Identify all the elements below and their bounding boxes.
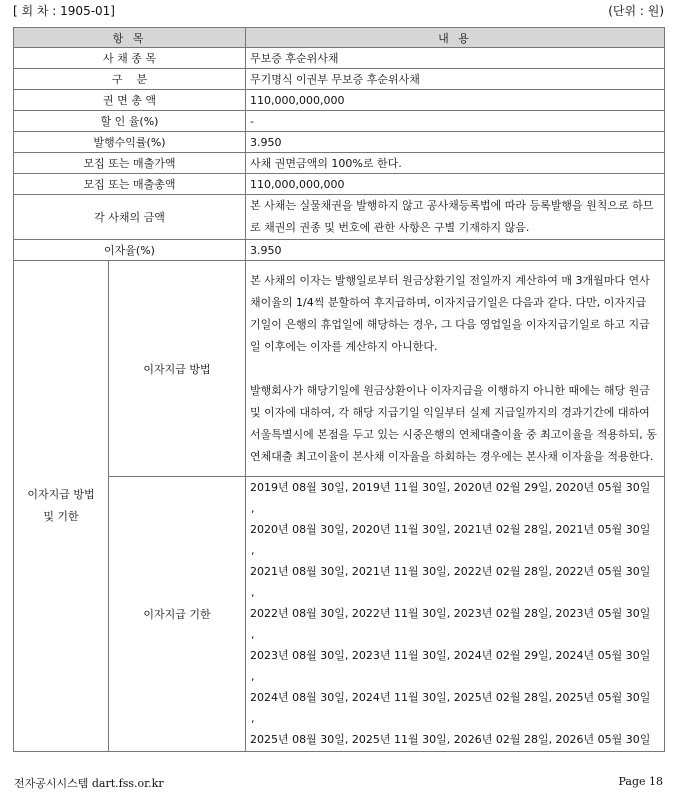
- row-value: 3.950: [246, 132, 665, 153]
- interest-method-text: [246, 261, 665, 477]
- row-label: 권 면 총 액: [14, 90, 246, 111]
- schedule-line: 2024년 08월 30일, 2024년 11월 30일, 2025년 02월 28일, 2025년 05월 30일: [250, 691, 651, 704]
- row-label: 각 사채의 금액: [14, 195, 246, 240]
- row-value: 3.950: [246, 240, 665, 261]
- row-label: 구 분: [14, 69, 246, 90]
- row-label: 사 채 종 목: [14, 48, 246, 69]
- interest-method-paragraph-1: 본 사채의 이자는 발행일로부터 원금상환기일 전일까지 계산하여 매 3개월마다 연사채이율의 1/4씩 분할하여 후지급하며, 이자지급기일은 다음과 같다. 다만, 이자지급 기일이 은행의 휴업일에 해당하는 경우, 그 다음 영업일을 이자지급기일로 하고 지급일 이후에는 이자를 계산하지 아니한다.: [250, 273, 650, 353]
- schedule-line: 2021년 08월 30일, 2021년 11월 30일, 2022년 02월 28일, 2022년 05월 30일: [250, 565, 651, 578]
- column-header-item: 항 목: [14, 28, 246, 48]
- schedule-separator: ,: [251, 544, 255, 557]
- interest-group-label: [14, 261, 109, 752]
- schedule-separator: ,: [251, 502, 255, 515]
- column-header-content: 내 용: [246, 28, 665, 48]
- bond-terms-table: [13, 27, 665, 752]
- schedule-line: 2025년 08월 30일, 2025년 11월 30일, 2026년 02월 28일, 2026년 05월 30일: [250, 733, 651, 746]
- table-row: [14, 69, 665, 90]
- series-number: [ 회 차 : 1905-01]: [13, 4, 115, 18]
- table-row: [14, 132, 665, 153]
- schedule-separator: ,: [251, 586, 255, 599]
- table-row: [14, 477, 665, 752]
- row-label: 발행수익률(%): [14, 132, 246, 153]
- document-header: [13, 2, 664, 22]
- row-label: 모집 또는 매출가액: [14, 153, 246, 174]
- page-number: Page 18: [618, 775, 663, 788]
- table-row: [14, 153, 665, 174]
- row-label: 이자율(%): [14, 240, 246, 261]
- table-row: [14, 240, 665, 261]
- unit-label: (단위 : 원): [608, 4, 664, 18]
- interest-group-label-line2: 및 기한: [43, 510, 79, 523]
- table-row: [14, 111, 665, 132]
- schedule-line: 2019년 08월 30일, 2019년 11월 30일, 2020년 02월 29일, 2020년 05월 30일: [250, 481, 651, 494]
- row-value: -: [246, 111, 665, 132]
- row-value: 사채 권면금액의 100%로 한다.: [246, 153, 665, 174]
- interest-group-label-line1: 이자지급 방법: [27, 488, 95, 501]
- interest-method-paragraph-2: 발행회사가 해당기일에 원금상환이나 이자지급을 이행하지 아니한 때에는 해당 원금 및 이자에 대하여, 각 해당 지급기일 익일부터 실제 지급일까지의 경과기간에 대하여 서울특별시에 본점을 두고 있는 시중은행의 연체대출이율 중 최고이율을 적용하되, 동 연체대출 최고이율이 본사채 이자율을 하회하는 경우에는 본사채 이자율을 적용한다.: [250, 383, 657, 463]
- table-row: [14, 261, 665, 477]
- row-label: 할 인 율(%): [14, 111, 246, 132]
- interest-method-label: 이자지급 방법: [109, 261, 246, 477]
- row-label: 모집 또는 매출총액: [14, 174, 246, 195]
- row-value: 110,000,000,000: [246, 90, 665, 111]
- row-value: 무기명식 이권부 무보증 후순위사채: [246, 69, 665, 90]
- schedule-separator: ,: [251, 670, 255, 683]
- schedule-separator: ,: [251, 628, 255, 641]
- table-row: [14, 174, 665, 195]
- row-value: 110,000,000,000: [246, 174, 665, 195]
- interest-schedule-label: 이자지급 기한: [109, 477, 246, 752]
- schedule-line: 2022년 08월 30일, 2022년 11월 30일, 2023년 02월 28일, 2023년 05월 30일: [250, 607, 651, 620]
- table-row: [14, 90, 665, 111]
- footer-system-link[interactable]: 전자공시시스템 dart.fss.or.kr: [14, 777, 164, 790]
- interest-schedule-dates: [246, 477, 665, 752]
- schedule-line: 2023년 08월 30일, 2023년 11월 30일, 2024년 02월 29일, 2024년 05월 30일: [250, 649, 651, 662]
- row-value: 본 사채는 실물채권을 발행하지 않고 공사채등록법에 따라 등록발행을 원칙으로 하므로 채권의 권종 및 번호에 관한 사항은 구별 기재하지 않음.: [246, 195, 665, 240]
- schedule-separator: ,: [251, 712, 255, 725]
- row-value: 무보증 후순위사채: [246, 48, 665, 69]
- schedule-line: 2020년 08월 30일, 2020년 11월 30일, 2021년 02월 28일, 2021년 05월 30일: [250, 523, 651, 536]
- table-row: [14, 195, 665, 240]
- table-row: [14, 48, 665, 69]
